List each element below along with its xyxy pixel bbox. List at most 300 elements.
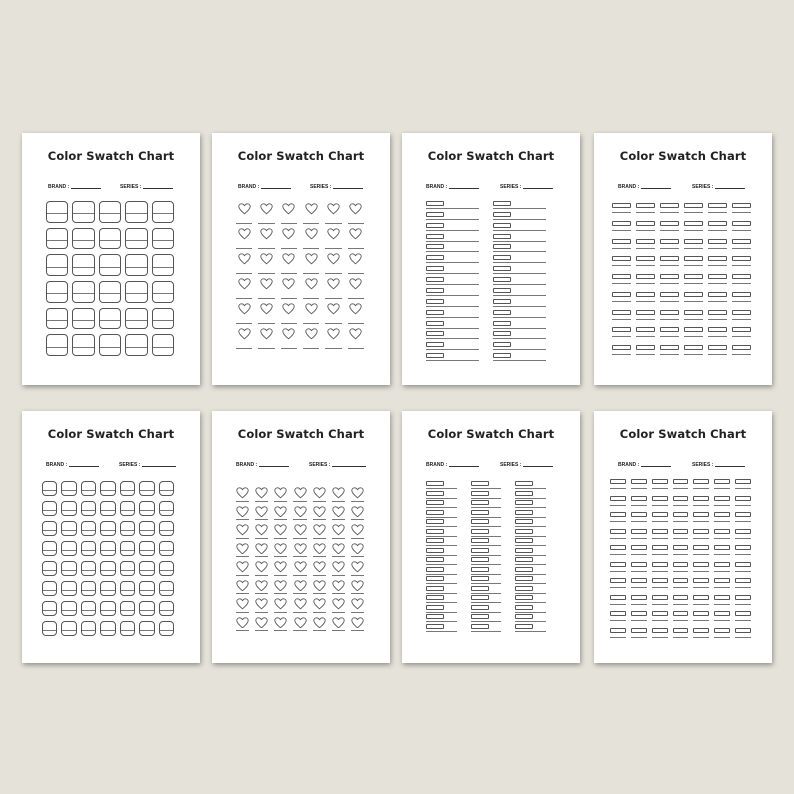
swatch-box	[139, 581, 154, 596]
swatch-label-line	[471, 631, 502, 632]
swatch-rect	[515, 567, 533, 572]
swatch-box	[81, 581, 96, 596]
swatch-divider	[47, 320, 67, 321]
swatch-label-line	[673, 620, 689, 621]
swatch-label-line	[493, 230, 546, 231]
swatch-rect	[612, 345, 631, 350]
swatch-box	[81, 481, 96, 496]
swatch-label-line	[673, 571, 689, 572]
swatch-label-line	[636, 301, 655, 302]
swatch-sheet-6	[212, 411, 390, 663]
swatch-rect	[515, 614, 533, 619]
swatch-label-line	[652, 521, 668, 522]
swatch-label-line	[351, 593, 364, 594]
heart-icon	[260, 203, 273, 216]
swatch-label-line	[515, 517, 546, 518]
swatch-label-line	[673, 488, 689, 489]
swatch-divider	[43, 510, 56, 511]
brand-field	[236, 462, 289, 468]
series-line	[715, 188, 745, 189]
swatch-label-line	[325, 273, 341, 274]
swatch-divider	[62, 610, 75, 611]
swatch-box	[61, 561, 76, 576]
swatch-label-line	[303, 273, 319, 274]
swatch-label-line	[471, 488, 502, 489]
swatch-rect	[426, 201, 444, 206]
swatch-label-line	[610, 604, 626, 605]
swatch-rect	[708, 203, 727, 208]
swatch-rect	[652, 578, 668, 583]
swatch-label-line	[673, 505, 689, 506]
swatch-rect	[693, 529, 709, 534]
swatch-label-line	[426, 208, 479, 209]
swatch-rect	[714, 578, 730, 583]
swatch-label-line	[735, 538, 751, 539]
heart-icon	[294, 617, 307, 630]
swatch-label-line	[636, 319, 655, 320]
swatch-box	[100, 601, 115, 616]
swatch-label-line	[714, 571, 730, 572]
swatch-divider	[100, 267, 120, 268]
swatch-rect	[660, 239, 679, 244]
swatch-box	[72, 228, 94, 250]
swatch-label-line	[693, 587, 709, 588]
swatch-rect	[515, 624, 533, 629]
brand-line	[259, 466, 289, 467]
swatch-label-line	[493, 219, 546, 220]
swatch-label-line	[303, 248, 319, 249]
swatch-rect	[693, 611, 709, 616]
heart-icon	[236, 524, 249, 537]
swatch-box	[46, 201, 68, 223]
swatch-sheet-3	[402, 133, 580, 385]
swatch-label-line	[515, 631, 546, 632]
swatch-rect	[714, 562, 730, 567]
swatch-divider	[62, 590, 75, 591]
swatch-grid	[234, 203, 368, 353]
swatch-rect	[426, 244, 444, 249]
swatch-grid	[612, 203, 756, 363]
heart-icon	[313, 506, 326, 519]
swatch-label-line	[471, 612, 502, 613]
swatch-rect	[471, 519, 489, 524]
swatch-box	[159, 561, 174, 576]
swatch-rect	[631, 578, 647, 583]
heart-icon	[260, 228, 273, 241]
swatch-rect	[610, 496, 626, 501]
swatch-box	[159, 581, 174, 596]
swatch-label-line	[708, 301, 727, 302]
swatch-label-line	[348, 273, 364, 274]
heart-icon	[332, 580, 345, 593]
swatch-rect	[493, 244, 511, 249]
swatch-label-line	[660, 319, 679, 320]
swatch-rect	[471, 500, 489, 505]
swatch-label-line	[732, 354, 751, 355]
swatch-divider	[100, 213, 120, 214]
swatch-divider	[153, 293, 173, 294]
swatch-divider	[47, 347, 67, 348]
swatch-rect	[426, 353, 444, 358]
swatch-label-line	[426, 306, 479, 307]
series-field	[500, 462, 553, 468]
swatch-label-line	[426, 241, 479, 242]
swatch-label-line	[426, 338, 479, 339]
swatch-label-line	[493, 284, 546, 285]
brand-label: BRAND :	[238, 184, 260, 190]
heart-icon	[274, 487, 287, 500]
swatch-label-line	[610, 521, 626, 522]
swatch-label-line	[693, 637, 709, 638]
brand-line	[69, 466, 99, 467]
swatch-box	[139, 541, 154, 556]
heart-icon	[349, 228, 362, 241]
swatch-rect	[631, 496, 647, 501]
swatch-label-line	[631, 554, 647, 555]
series-label: SERIES :	[500, 462, 522, 468]
swatch-label-line	[714, 488, 730, 489]
brand-line	[71, 188, 101, 189]
swatch-rect	[684, 239, 703, 244]
swatch-box	[42, 521, 57, 536]
swatch-label-line	[255, 612, 268, 613]
swatch-divider	[101, 570, 114, 571]
swatch-rect	[426, 299, 444, 304]
swatch-rect	[610, 628, 626, 633]
swatch-label-line	[471, 526, 502, 527]
swatch-divider	[153, 320, 173, 321]
swatch-label-line	[735, 637, 751, 638]
swatch-label-line	[426, 251, 479, 252]
swatch-divider	[121, 590, 134, 591]
swatch-rect	[471, 624, 489, 629]
swatch-label-line	[714, 554, 730, 555]
swatch-label-line	[610, 538, 626, 539]
swatch-label-line	[426, 621, 457, 622]
swatch-rect	[708, 256, 727, 261]
swatch-box	[120, 601, 135, 616]
heart-icon	[349, 278, 362, 291]
swatch-box	[152, 334, 174, 356]
swatch-label-line	[471, 555, 502, 556]
swatch-label-line	[515, 593, 546, 594]
swatch-label-line	[610, 505, 626, 506]
swatch-rect	[660, 310, 679, 315]
heart-icon	[313, 543, 326, 556]
swatch-box	[139, 601, 154, 616]
swatch-divider	[160, 490, 173, 491]
swatch-box	[42, 601, 57, 616]
swatch-label-line	[714, 620, 730, 621]
swatch-label-line	[493, 338, 546, 339]
swatch-box	[99, 334, 121, 356]
swatch-label-line	[652, 620, 668, 621]
swatch-rect	[652, 529, 668, 534]
swatch-rect	[426, 342, 444, 347]
swatch-rect	[708, 310, 727, 315]
swatch-label-line	[631, 637, 647, 638]
heart-icon	[236, 580, 249, 593]
swatch-box	[61, 621, 76, 636]
swatch-label-line	[303, 298, 319, 299]
swatch-rect	[708, 292, 727, 297]
swatch-rect	[426, 614, 444, 619]
swatch-rect	[652, 496, 668, 501]
swatch-rect	[610, 595, 626, 600]
heart-icon	[351, 580, 364, 593]
swatch-label-line	[274, 538, 287, 539]
swatch-divider	[73, 267, 93, 268]
swatch-label-line	[612, 354, 631, 355]
swatch-label-line	[313, 556, 326, 557]
swatch-label-line	[281, 248, 297, 249]
heart-icon	[236, 487, 249, 500]
swatch-rect	[471, 595, 489, 600]
series-label: SERIES :	[309, 462, 331, 468]
swatch-label-line	[351, 538, 364, 539]
heart-icon	[260, 278, 273, 291]
heart-icon	[351, 561, 364, 574]
swatch-label-line	[325, 298, 341, 299]
swatch-rect	[426, 255, 444, 260]
swatch-label-line	[714, 538, 730, 539]
swatch-divider	[82, 570, 95, 571]
series-label: SERIES :	[692, 184, 714, 190]
brand-field	[46, 462, 99, 468]
swatch-box	[42, 501, 57, 516]
swatch-box	[159, 541, 174, 556]
swatch-rect	[493, 310, 511, 315]
swatch-box	[42, 621, 57, 636]
swatch-label-line	[652, 604, 668, 605]
swatch-label-line	[636, 265, 655, 266]
swatch-divider	[101, 530, 114, 531]
swatch-label-line	[515, 545, 546, 546]
swatch-rect	[493, 266, 511, 271]
swatch-label-line	[255, 501, 268, 502]
swatch-label-line	[236, 501, 249, 502]
swatch-rect	[660, 292, 679, 297]
swatch-label-line	[274, 575, 287, 576]
swatch-label-line	[426, 262, 479, 263]
swatch-divider	[62, 510, 75, 511]
swatch-sheet-8	[594, 411, 772, 663]
swatch-rect	[735, 628, 751, 633]
swatch-divider	[101, 630, 114, 631]
swatch-label-line	[293, 630, 306, 631]
series-line	[715, 466, 745, 467]
swatch-rect	[493, 201, 511, 206]
swatch-label-line	[426, 230, 479, 231]
swatch-box	[125, 281, 147, 303]
swatch-rect	[652, 545, 668, 550]
swatch-rect	[631, 611, 647, 616]
brand-field	[618, 184, 671, 190]
swatch-label-line	[313, 501, 326, 502]
swatch-rect	[708, 221, 727, 226]
heart-icon	[327, 303, 340, 316]
swatch-divider	[140, 570, 153, 571]
swatch-label-line	[281, 223, 297, 224]
swatch-label-line	[293, 556, 306, 557]
swatch-box	[100, 621, 115, 636]
swatch-box	[120, 541, 135, 556]
swatch-rect	[610, 578, 626, 583]
swatch-rect	[631, 479, 647, 484]
heart-icon	[332, 524, 345, 537]
swatch-label-line	[612, 265, 631, 266]
swatch-rect	[471, 481, 489, 486]
swatch-divider	[101, 510, 114, 511]
swatch-label-line	[471, 621, 502, 622]
swatch-divider	[43, 630, 56, 631]
swatch-box	[99, 281, 121, 303]
swatch-label-line	[515, 536, 546, 537]
swatch-label-line	[303, 348, 319, 349]
swatch-rect	[693, 479, 709, 484]
swatch-rect	[471, 538, 489, 543]
swatch-label-line	[348, 323, 364, 324]
swatch-label-line	[255, 630, 268, 631]
swatch-label-line	[236, 323, 252, 324]
heart-icon	[351, 487, 364, 500]
swatch-divider	[101, 590, 114, 591]
swatch-label-line	[236, 248, 252, 249]
heart-icon	[327, 328, 340, 341]
swatch-label-line	[612, 283, 631, 284]
swatch-label-line	[332, 501, 345, 502]
brand-label: BRAND :	[426, 462, 448, 468]
swatch-label-line	[332, 538, 345, 539]
swatch-label-line	[732, 265, 751, 266]
swatch-label-line	[236, 575, 249, 576]
swatch-rect	[673, 496, 689, 501]
swatch-box	[120, 501, 135, 516]
swatch-label-line	[612, 319, 631, 320]
swatch-rect	[636, 345, 655, 350]
swatch-label-line	[631, 620, 647, 621]
series-label: SERIES :	[310, 184, 332, 190]
swatch-rect	[612, 221, 631, 226]
swatch-rect	[732, 256, 751, 261]
swatch-rect	[515, 538, 533, 543]
swatch-divider	[126, 267, 146, 268]
swatch-box	[42, 561, 57, 576]
heart-icon	[351, 598, 364, 611]
swatch-label-line	[684, 319, 703, 320]
swatch-label-line	[471, 536, 502, 537]
swatch-rect	[426, 538, 444, 543]
swatch-label-line	[351, 575, 364, 576]
swatch-box	[159, 521, 174, 536]
swatch-rect	[732, 274, 751, 279]
swatch-divider	[140, 550, 153, 551]
swatch-label-line	[515, 602, 546, 603]
swatch-box	[120, 581, 135, 596]
heart-icon	[294, 506, 307, 519]
swatch-box	[81, 541, 96, 556]
swatch-label-line	[281, 298, 297, 299]
swatch-label-line	[610, 488, 626, 489]
swatch-divider	[153, 240, 173, 241]
swatch-sheet-4	[594, 133, 772, 385]
swatch-label-line	[493, 241, 546, 242]
heart-icon	[305, 203, 318, 216]
brand-field	[48, 184, 101, 190]
swatch-divider	[62, 490, 75, 491]
swatch-rect	[471, 491, 489, 496]
swatch-label-line	[673, 604, 689, 605]
sheet-title: Color Swatch Chart	[427, 427, 555, 441]
heart-icon	[305, 278, 318, 291]
heart-icon	[274, 524, 287, 537]
swatch-label-line	[610, 587, 626, 588]
swatch-divider	[140, 490, 153, 491]
swatch-label-line	[684, 230, 703, 231]
swatch-box	[100, 581, 115, 596]
swatch-rect	[612, 239, 631, 244]
swatch-rect	[515, 529, 533, 534]
swatch-rect	[426, 557, 444, 562]
swatch-divider	[140, 630, 153, 631]
swatch-rect	[660, 345, 679, 350]
swatch-label-line	[426, 273, 479, 274]
swatch-rect	[636, 292, 655, 297]
swatch-label-line	[313, 575, 326, 576]
swatch-rect	[493, 223, 511, 228]
swatch-divider	[73, 293, 93, 294]
swatch-rect	[708, 239, 727, 244]
swatch-label-line	[515, 583, 546, 584]
swatch-rect	[493, 288, 511, 293]
sheet-title: Color Swatch Chart	[619, 427, 747, 441]
swatch-label-line	[493, 317, 546, 318]
swatch-divider	[73, 213, 93, 214]
swatch-rect	[612, 203, 631, 208]
swatch-rect	[493, 342, 511, 347]
swatch-label-line	[471, 545, 502, 546]
swatch-label-line	[471, 583, 502, 584]
swatch-label-line	[313, 519, 326, 520]
brand-line	[261, 188, 291, 189]
swatch-label-line	[735, 604, 751, 605]
swatch-divider	[43, 550, 56, 551]
swatch-rect	[493, 353, 511, 358]
heart-icon	[332, 487, 345, 500]
swatch-label-line	[652, 571, 668, 572]
swatch-divider	[126, 293, 146, 294]
swatch-box	[152, 281, 174, 303]
swatch-label-line	[612, 336, 631, 337]
swatch-rect	[471, 557, 489, 562]
swatch-rect	[735, 611, 751, 616]
swatch-rect	[693, 512, 709, 517]
swatch-label-line	[236, 556, 249, 557]
swatch-label-line	[735, 521, 751, 522]
swatch-label-line	[515, 564, 546, 565]
swatch-box	[61, 481, 76, 496]
swatch-box	[100, 541, 115, 556]
swatch-label-line	[303, 323, 319, 324]
swatch-rect	[693, 578, 709, 583]
swatch-rect	[684, 345, 703, 350]
sheet-title: Color Swatch Chart	[237, 149, 365, 163]
swatch-rect	[714, 611, 730, 616]
swatch-label-line	[332, 612, 345, 613]
swatch-box	[42, 481, 57, 496]
swatch-sheet-1	[22, 133, 200, 385]
swatch-label-line	[471, 507, 502, 508]
